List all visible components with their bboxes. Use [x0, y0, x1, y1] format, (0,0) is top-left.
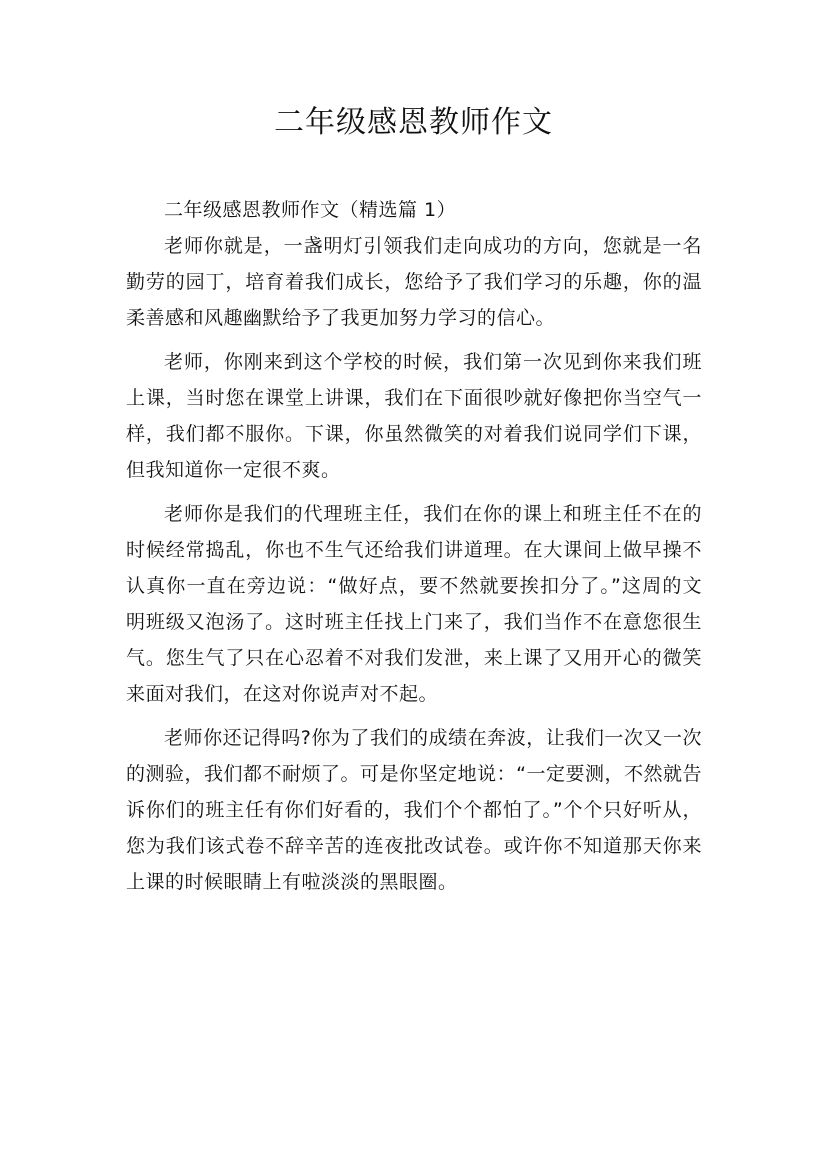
paragraph-2: 老师，你刚来到这个学校的时候，我们第一次见到你来我们班上课，当时您在课堂上讲课，我们在下面很吵就好像把你当空气一样，我们都不服你。下课，你虽然微笑的对着我们说同学们下课，但我知道你一定很不爽。 [126, 351, 702, 481]
paragraph-1: 老师你就是，一盏明灯引领我们走向成功的方向，您就是一名勤劳的园丁，培育着我们成长，您给予了我们学习的乐趣，你的温柔善感和风趣幽默给予了我更加努力学习的信心。 [126, 235, 702, 329]
paragraph-3: 老师你是我们的代理班主任，我们在你的课上和班主任不在的时候经常捣乱，你也不生气还给我们讲道理。在大课间上做早操不认真你一直在旁边说：“做好点，要不然就要挨扣分了。”这周的文明班级又泡汤了。这时班主任找上门来了，我们当作不在意您很生气。您生气了只在心忍着不对我们发泄，来上课了又用开心的微笑来面对我们，在这对你说声对不起。 [126, 503, 702, 705]
document-body [126, 192, 702, 908]
section-heading: 二年级感恩教师作文（精选篇 1） [164, 199, 457, 221]
paragraph-4: 老师你还记得吗?你为了我们的成绩在奔波，让我们一次又一次的测验，我们都不耐烦了。可是你坚定地说：“一定要测，不然就告诉你们的班主任有你们好看的，我们个个都怕了。”个个只好听从，您为我们该式卷不辞辛苦的连夜批改试卷。或许你不知道那天你来上课的时候眼睛上有啦淡淡的黑眼圈。 [126, 727, 702, 893]
document-title: 二年级感恩教师作文 [274, 105, 553, 140]
